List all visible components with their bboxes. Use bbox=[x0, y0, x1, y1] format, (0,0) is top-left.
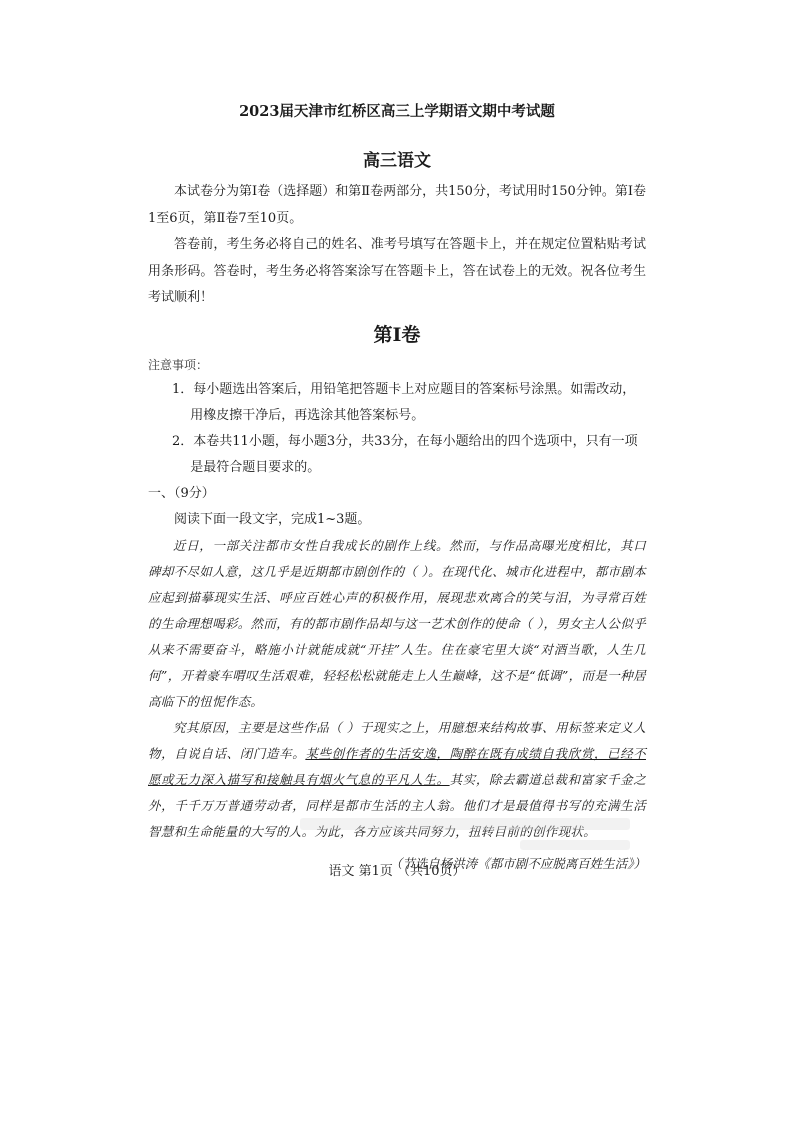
section-heading: 一、（9分） bbox=[148, 485, 215, 501]
note-item-1: 1．每小题选出答案后，用铅笔把答题卡上对应题目的答案标号涂黑。如需改动，用橡皮擦干净后，再选涂其他答案标号。 bbox=[172, 381, 636, 423]
passage-paragraph-1: 近日，一部关注都市女性自我成长的剧作上线。然而，与作品高曝光度相比，其口碑却不尽如人意，这几乎是近期都市剧创作的（ ）。在现代化、城市化进程中，都市剧本应起到描摹现实生活、呼应百姓心声的积极作用，展现悲欢离合的笑与泪，为寻常百姓的生命理想喝彩。然而，有的都市剧作品却与这一艺术创作的使命（ ），男女主人公似乎从来不需要奋斗，略施小计就能成就“开挂”人生。住在豪宅里大谈“对酒当歌，人生几何”，开着豪车喟叹生活艰难，轻轻松松就能走上人生巅峰，这不是“低调”，而是一种居高临下的忸怩作态。 bbox=[148, 538, 646, 709]
document-title: 2023届天津市红桥区高三上学期语文期中考试题 bbox=[239, 103, 555, 120]
passage-source: （节选自杨洪涛《都市剧不应脱离百姓生活》） bbox=[389, 856, 646, 871]
exam-page bbox=[148, 138, 646, 877]
scan-smudge bbox=[300, 818, 630, 830]
subject-title: 高三语文 bbox=[363, 151, 431, 171]
intro-paragraph-1: 本试卷分为第Ⅰ卷（选择题）和第Ⅱ卷两部分，共150分，考试用时150分钟。第Ⅰ卷1至6页，第Ⅱ卷7至10页。 bbox=[148, 184, 646, 226]
volume-title: 第Ⅰ卷 bbox=[373, 323, 421, 346]
page-footer: 语文 第1页 （共10页） bbox=[328, 864, 466, 879]
passage-text-after: 其实，除去霸道总裁和富家千金之外，千千万万普通劳动者，同样是都市生活的主人翁。他们才是最值得书写的充满生活智慧和生命能量的大写的人。为此，各方应该共同努力，扭转目前的创作现状。 bbox=[148, 772, 646, 839]
note-item-2: 2．本卷共11小题，每小题3分，共33分，在每小题给出的四个选项中，只有一项是最符合题目要求的。 bbox=[172, 433, 638, 475]
intro-paragraph-2: 答卷前，考生务必将自己的姓名、准考号填写在答题卡上，并在规定位置粘贴考试用条形码。答卷时，考生务必将答案涂写在答题卡上，答在试卷上的无效。祝各位考生考试顺利！ bbox=[148, 237, 646, 305]
notes-heading: 注意事项： bbox=[148, 357, 209, 372]
underlined-sentence: 某些创作者的生活安逸，陶醉在既有成绩自我欣赏，已经不愿或无力深入描写和接触具有烟火气息的平凡人生。 bbox=[148, 746, 646, 787]
passage-text-before: 究其原因，主要是这些作品（ ）于现实之上，用臆想来结构故事、用标签来定义人物，自说自话、闭门造车。 bbox=[148, 720, 646, 761]
section-instruction: 阅读下面一段文字，完成1~3题。 bbox=[174, 511, 371, 527]
scan-smudge bbox=[520, 840, 630, 850]
